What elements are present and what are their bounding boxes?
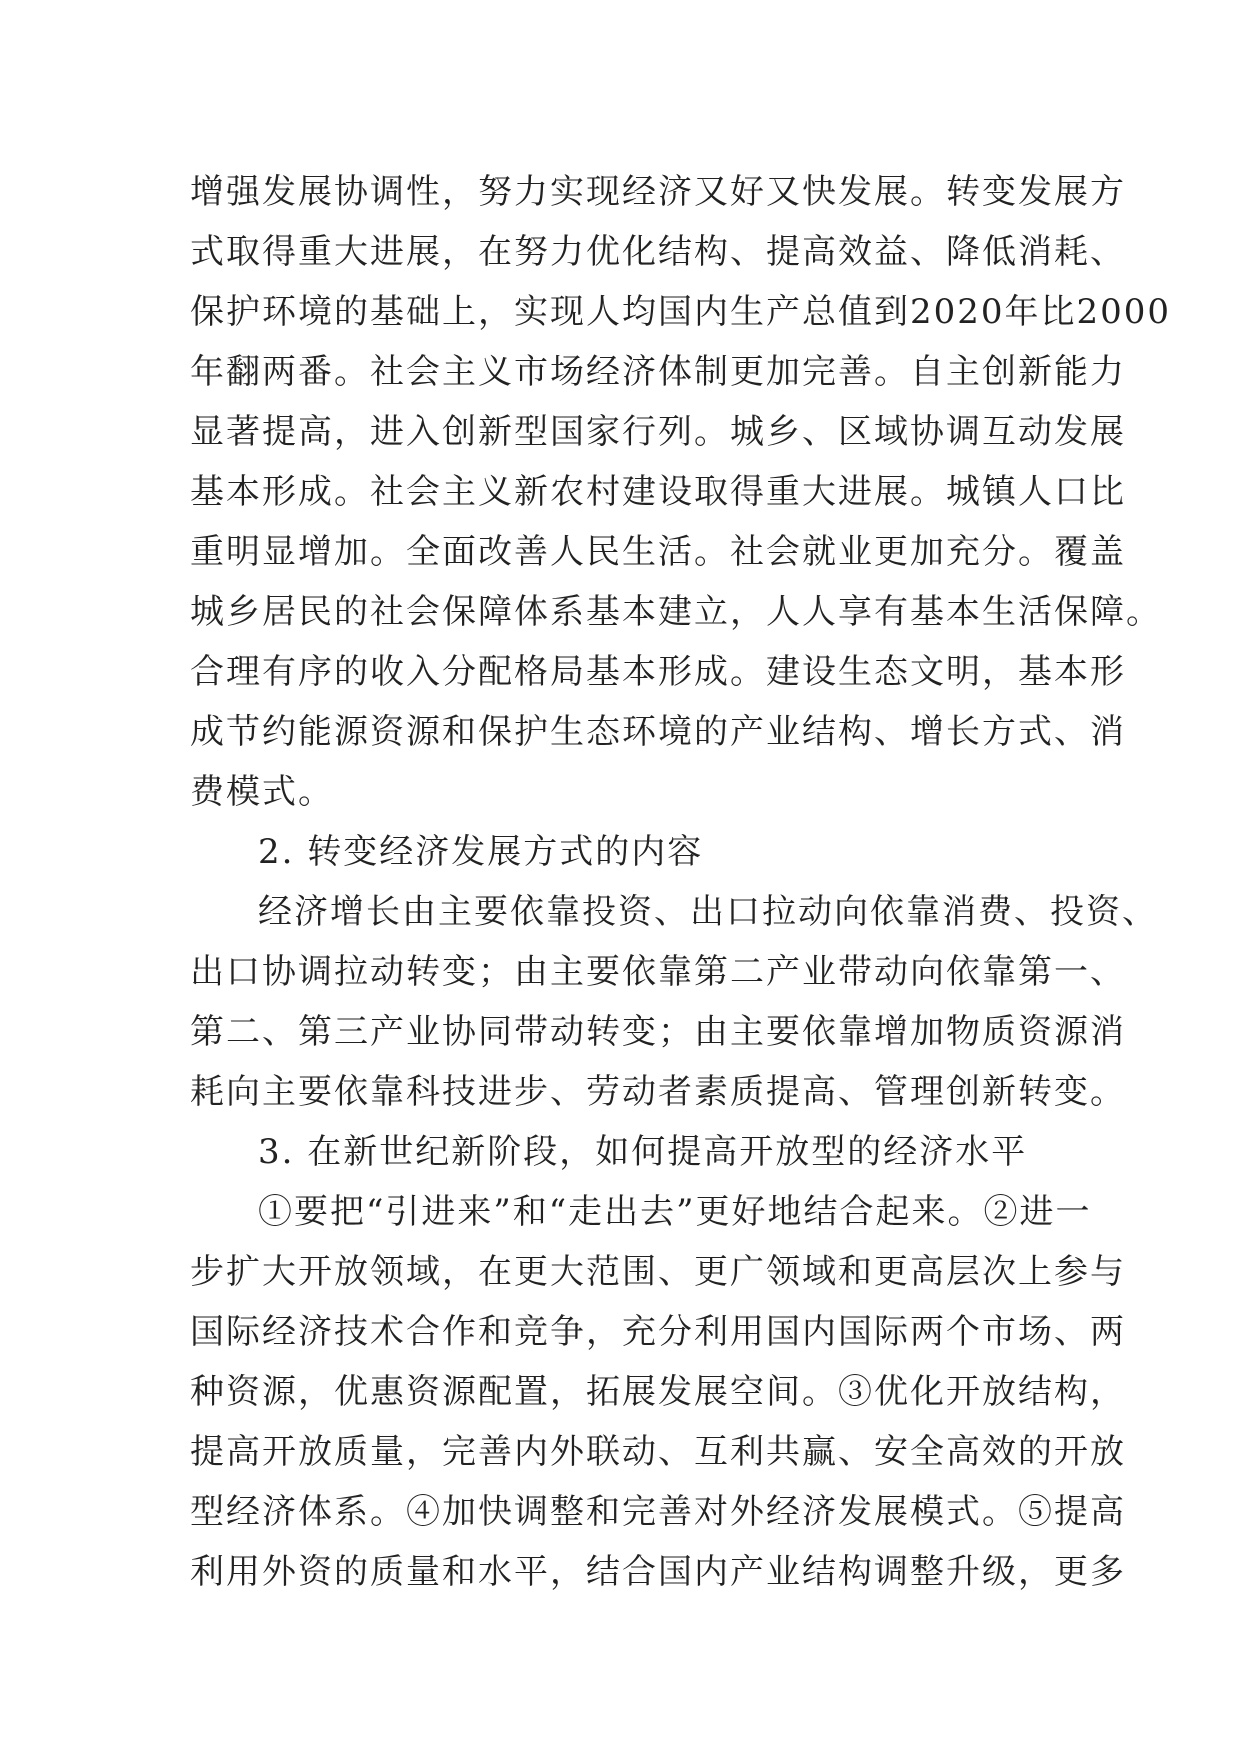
text-line: 国际经济技术合作和竞争，充分利用国内国际两个市场、两 bbox=[190, 1312, 1126, 1352]
text-line: 耗向主要依靠科技进步、劳动者素质提高、管理创新转变。 bbox=[190, 1072, 1126, 1112]
text-line: 费模式。 bbox=[190, 772, 334, 812]
text-line: 显著提高，进入创新型国家行列。城乡、区域协调互动发展 bbox=[190, 412, 1126, 452]
text-line: 保护环境的基础上，实现人均国内生产总值到2020年比2000 bbox=[190, 292, 1172, 332]
text-line: 步扩大开放领域，在更大范围、更广领域和更高层次上参与 bbox=[190, 1252, 1126, 1292]
text-line: 增强发展协调性，努力实现经济又好又快发展。转变发展方 bbox=[190, 172, 1126, 212]
text-line: ①要把“引进来”和“走出去”更好地结合起来。②进一 bbox=[258, 1192, 1092, 1232]
section-heading: 3. 在新世纪新阶段，如何提高开放型的经济水平 bbox=[258, 1132, 1028, 1172]
text-line: 利用外资的质量和水平，结合国内产业结构调整升级，更多 bbox=[190, 1552, 1126, 1592]
section-heading: 2. 转变经济发展方式的内容 bbox=[258, 832, 704, 872]
text-line: 型经济体系。④加快调整和完善对外经济发展模式。⑤提高 bbox=[190, 1492, 1126, 1532]
text-line: 种资源，优惠资源配置，拓展发展空间。③优化开放结构， bbox=[190, 1372, 1126, 1412]
text-line: 基本形成。社会主义新农村建设取得重大进展。城镇人口比 bbox=[190, 472, 1126, 512]
text-line: 成节约能源资源和保护生态环境的产业结构、增长方式、消 bbox=[190, 712, 1126, 752]
text-line: 式取得重大进展，在努力优化结构、提高效益、降低消耗、 bbox=[190, 232, 1126, 272]
text-line: 重明显增加。全面改善人民生活。社会就业更加充分。覆盖 bbox=[190, 532, 1126, 572]
text-line: 第二、第三产业协同带动转变；由主要依靠增加物质资源消 bbox=[190, 1012, 1126, 1052]
text-line: 年翻两番。社会主义市场经济体制更加完善。自主创新能力 bbox=[190, 352, 1126, 392]
text-line: 经济增长由主要依靠投资、出口拉动向依靠消费、投资、 bbox=[258, 892, 1158, 932]
text-line: 城乡居民的社会保障体系基本建立，人人享有基本生活保障。 bbox=[190, 592, 1162, 632]
text-line: 提高开放质量，完善内外联动、互利共赢、安全高效的开放 bbox=[190, 1432, 1126, 1472]
text-line: 合理有序的收入分配格局基本形成。建设生态文明，基本形 bbox=[190, 652, 1126, 692]
document-body bbox=[190, 162, 1172, 1602]
text-line: 出口协调拉动转变；由主要依靠第二产业带动向依靠第一、 bbox=[190, 952, 1126, 992]
